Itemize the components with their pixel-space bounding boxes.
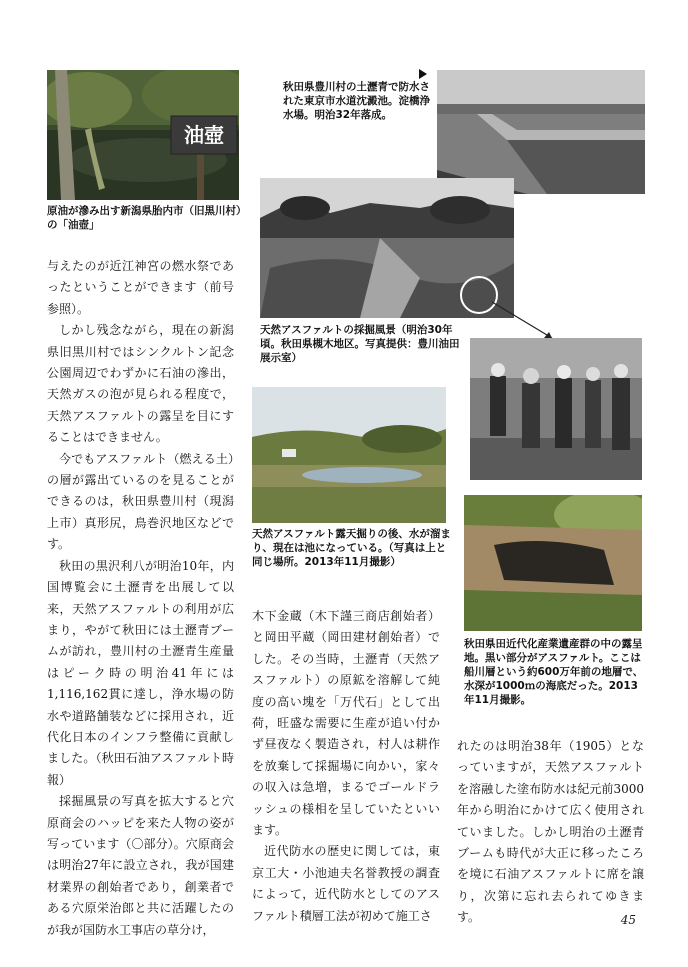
workers-zoom-photo [470, 338, 642, 480]
arrow-right-icon [419, 69, 427, 79]
paragraph: 今でもアスファルト（燃える土）の層が露出ているのを見ることができるのは，秋田県豊川村（現潟上市）真形尻，鳥巻沢地区などです。 [47, 451, 234, 552]
outcrop-caption: 秋田県田近代化産業遺産群の中の露呈地。黒い部分がアスファルト。ここは船川層という約600万年前の地層で、水深が1000ｍの海底だった。2013年11月撮影。 [464, 638, 644, 706]
text-column-1 [47, 256, 234, 941]
paragraph: 与えたのが近江神宮の燃水祭であったということができます（前号参照）。 [47, 259, 234, 316]
paragraph: 採掘風景の写真を拡大すると穴原商会のハッピを来た人物の姿が写っています（〇部分）。穴原商会は明治27年に設立され，我が国建材業界の創始者であり，創業者である穴原栄治郎と共に活躍したのが我が国防水工事店の草分け， [47, 794, 234, 937]
excavation-photo [260, 178, 514, 318]
paragraph: しかし残念ながら，現在の新潟県旧黒川村ではシンクルトン記念公園周辺でわずかに石油の滲出，天然ガスの泡が見られる程度で，天然アスファルトの露呈を目にすることはできません。 [47, 323, 234, 445]
text-column-2 [252, 606, 440, 927]
water-plant-photo [437, 70, 645, 194]
paragraph: れたのは明治38年（1905）となっていますが，天然アスファルトを溶融した塗布防水は紀元前3000年から明治にかけて広く使用されていました。しかし明治の土瀝青ブームも時代が大正に移ったころを境に石油アスファルトに席を譲り，次第に忘れ去られてゆきます。 [457, 739, 644, 925]
paragraph: 秋田の黒沢利八が明治10年，内国博覧会に土瀝青を出展して以来，天然アスファルトの利用が広まり，やがて秋田には土瀝青ブームが訪れ，豊川村の土瀝青生産量はピーク時の明治41年には1,116,162貫に達し，浄水場の防水や道路舗装などに採用され，近代化日本のインフラ整備に貢献しました。（秋田石油アスファルト時報） [47, 558, 234, 787]
outcrop-photo [464, 495, 642, 631]
pond-photo [252, 387, 446, 523]
text-column-3 [457, 736, 644, 929]
excavation-caption: 天然アスファルトの採掘風景（明治30年頃。秋田県槻木地区。写真提供：豊川油田展示室） [260, 324, 460, 364]
abura-tsubo-caption: 原油が滲み出す新潟県胎内市（旧黒川村）の「油壺」 [47, 205, 242, 231]
paragraph: 木下金蔵（木下謹三商店創始者）と岡田平蔵（岡田建材創始者）でした。その当時，土瀝青（天然アスファルト）の原鉱を溶解して純度の高い塊を「万代石」として出荷，旺盛な需要に生産が追い付かず昼夜なく製造され，村人は耕作を放棄して採掘場に向かい，家々の収入は急増，まるでゴールドラッシュの様相を呈していたといいます。 [252, 609, 440, 838]
paragraph: 近代防水の歴史に関しては，東京工大・小池迪夫名誉教授の調査によって，近代防水としてのアスファルト積層工法が初めて施工さ [252, 844, 440, 923]
pond-caption: 天然アスファルト露天掘りの後、水が溜まり、現在は池になっている。（写真は上と同じ場所。2013年11月撮影） [252, 528, 451, 568]
toyokawa-water-caption: 秋田県豊川村の土瀝青で防水された東京市水道沈澱池。淀橋浄水場。明治32年落成。 [283, 81, 430, 121]
abura-tsubo-sign: 油壺 [184, 123, 224, 147]
abura-tsubo-photo [47, 70, 239, 200]
page-number: 45 [620, 913, 636, 927]
